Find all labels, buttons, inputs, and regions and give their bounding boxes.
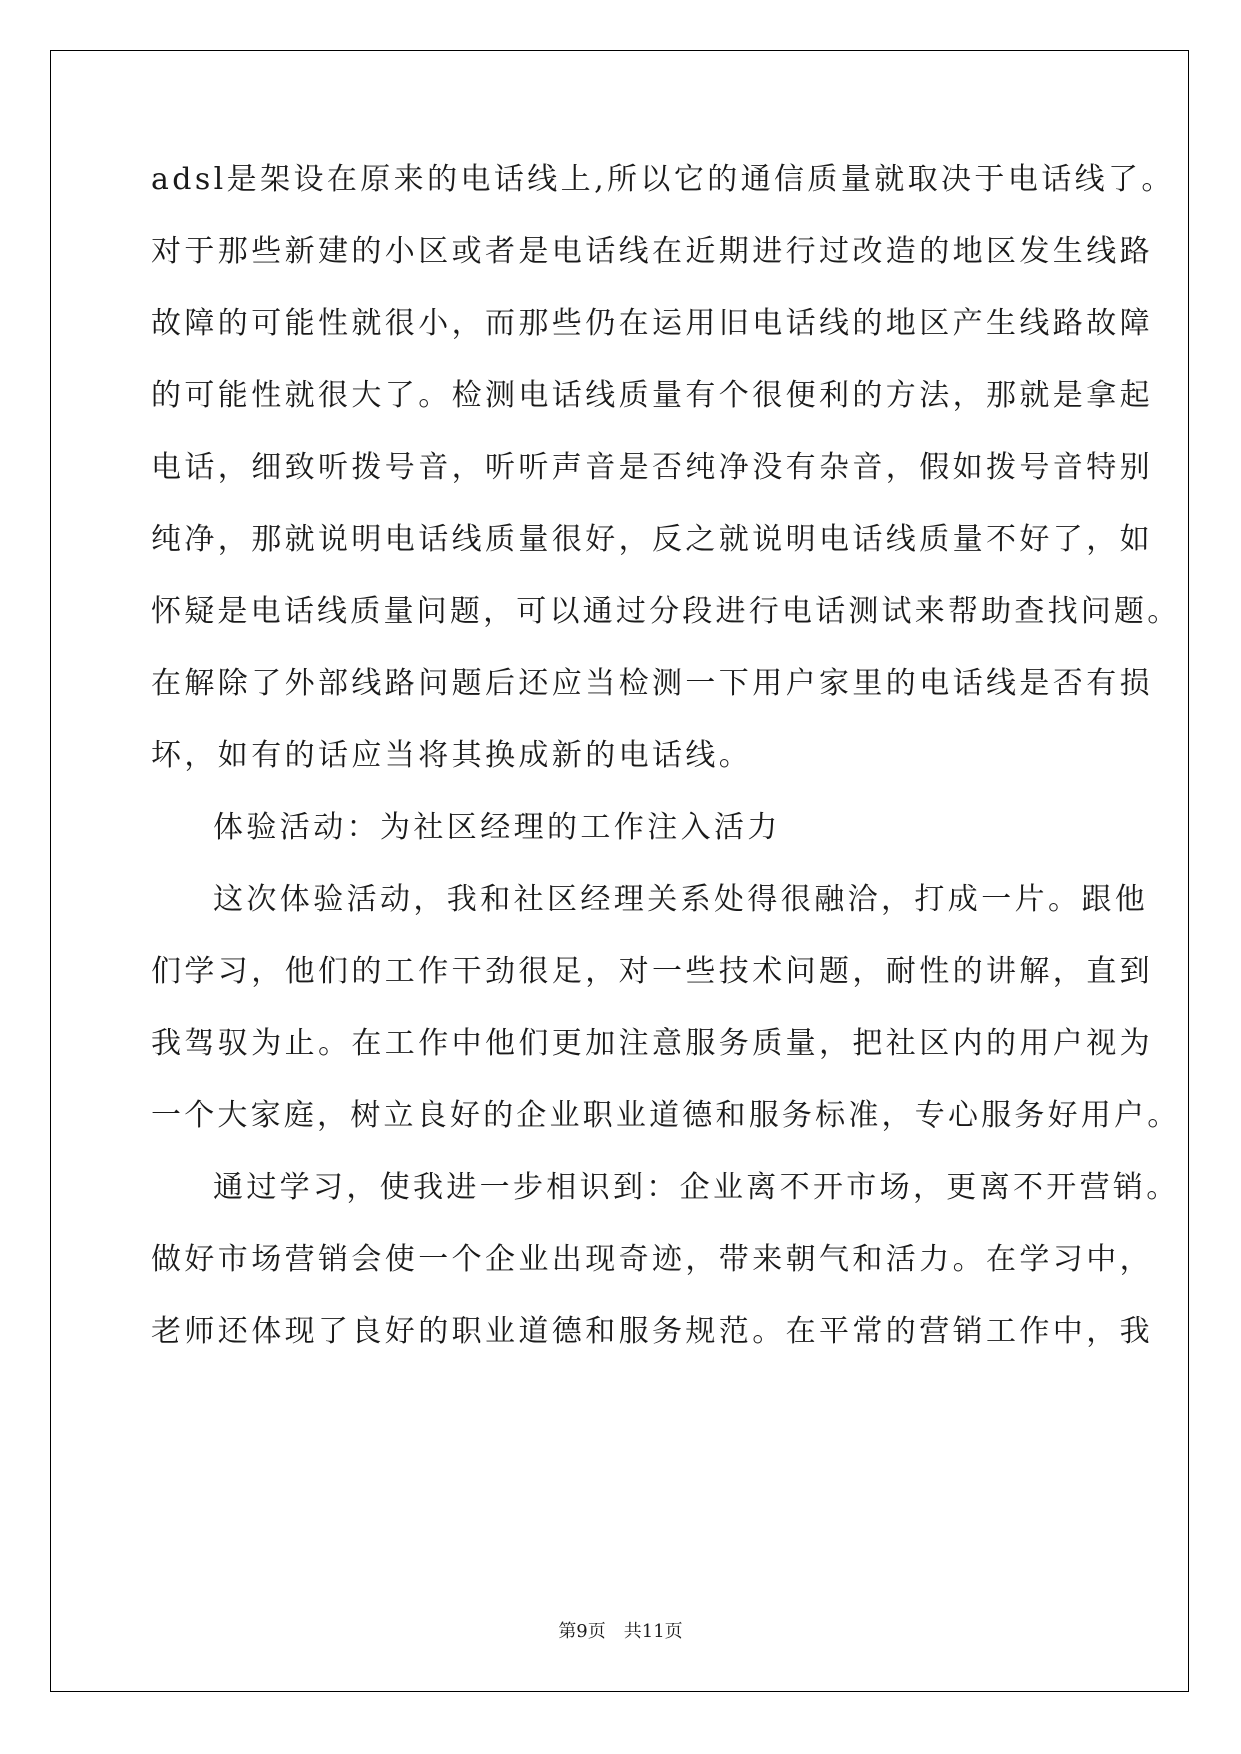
text-line-17: 老师还体现了良好的职业道德和服务规范。在平常的营销工作中，我 — [151, 1314, 1153, 1349]
text-line-9: 坏，如有的话应当将其换成新的电话线。 — [151, 738, 753, 773]
text-line-7: 怀疑是电话线质量问题，可以通过分段进行电话测试来帮助查找问题。 — [151, 594, 1181, 629]
text-line-8: 在解除了外部线路问题后还应当检测一下用户家里的电话线是否有损 — [151, 666, 1153, 701]
text-line-4: 的可能性就很大了。检测电话线质量有个很便利的方法，那就是拿起 — [151, 378, 1153, 413]
page-number-label: 第9页 共11页 — [558, 1621, 683, 1642]
page-border — [50, 50, 1189, 1692]
text-line-2: 对于那些新建的小区或者是电话线在近期进行过改造的地区发生线路 — [151, 234, 1153, 269]
text-line-12: 们学习，他们的工作干劲很足，对一些技术问题，耐性的讲解，直到 — [151, 954, 1153, 989]
text-line-3: 故障的可能性就很小，而那些仍在运用旧电话线的地区产生线路故障 — [151, 306, 1153, 341]
text-line-5: 电话，细致听拨号音，听听声音是否纯净没有杂音，假如拨号音特别 — [151, 450, 1153, 485]
text-line-16: 做好市场营销会使一个企业出现奇迹，带来朝气和活力。在学习中， — [151, 1242, 1153, 1277]
text-line-1: adsl是架设在原来的电话线上,所以它的通信质量就取决于电话线了。 — [151, 162, 1175, 197]
text-line-14: 一个大家庭，树立良好的企业职业道德和服务标准，专心服务好用户。 — [151, 1098, 1181, 1133]
text-line-11: 这次体验活动，我和社区经理关系处得很融洽，打成一片。跟他 — [213, 882, 1149, 917]
section-heading: 体验活动：为社区经理的工作注入活力 — [213, 810, 781, 845]
text-line-13: 我驾驭为止。在工作中他们更加注意服务质量，把社区内的用户视为 — [151, 1026, 1153, 1061]
text-line-6: 纯净，那就说明电话线质量很好，反之就说明电话线质量不好了，如 — [151, 522, 1153, 557]
page-footer — [0, 1617, 1241, 1643]
text-line-15: 通过学习，使我进一步相识到：企业离不开市场，更离不开营销。 — [213, 1170, 1180, 1205]
